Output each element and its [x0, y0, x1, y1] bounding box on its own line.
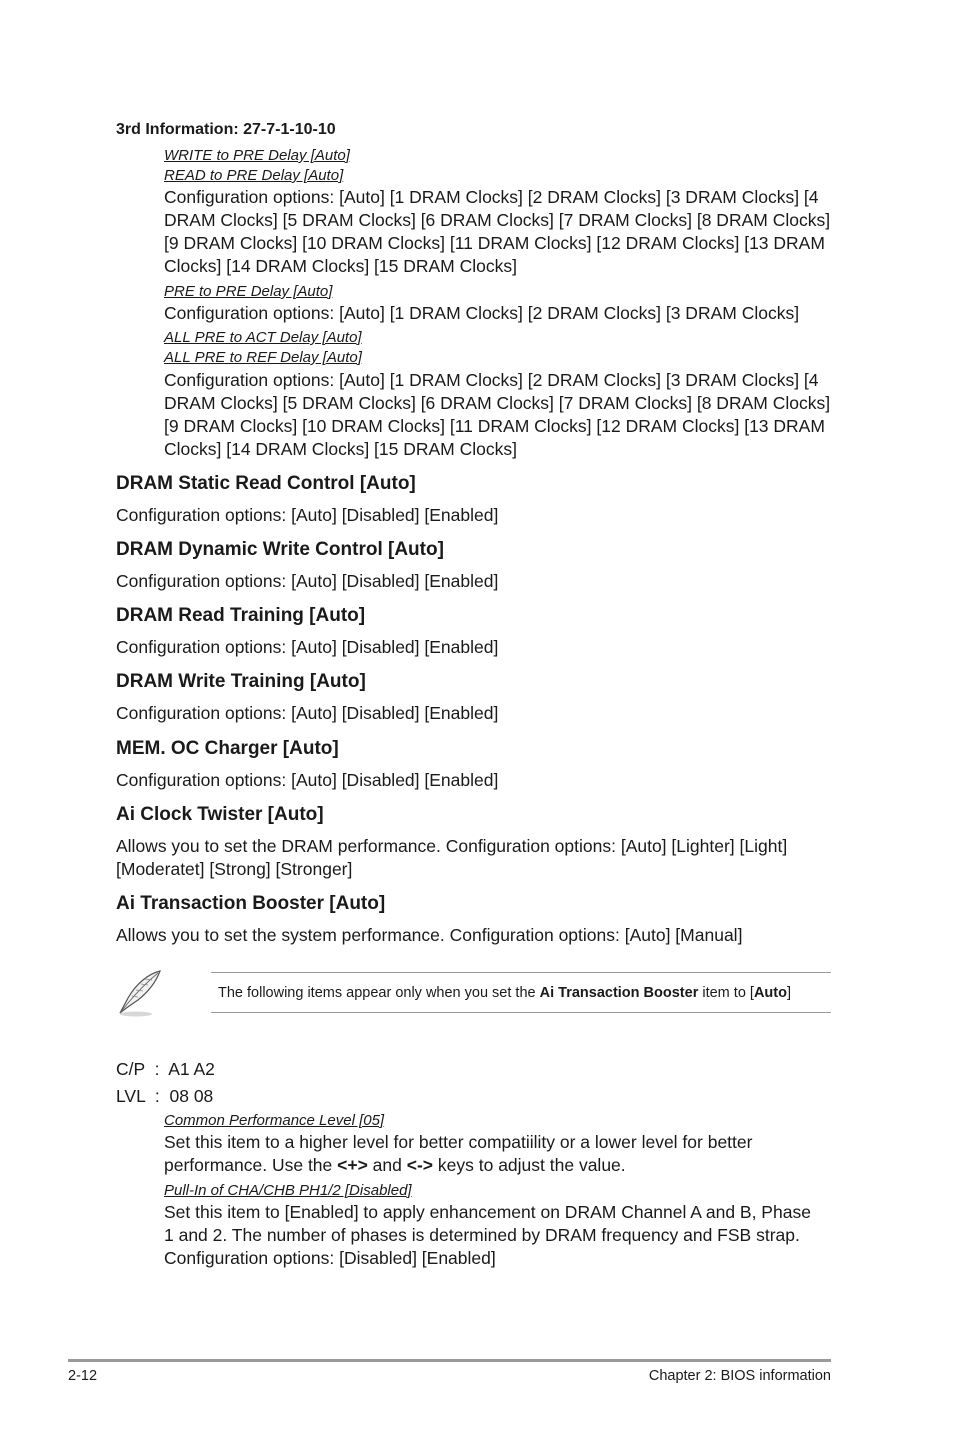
- section-title: DRAM Static Read Control [Auto]: [116, 473, 416, 494]
- section-body: [116, 835, 787, 881]
- section-body: Configuration options: [Auto] [Disabled] [Enabled]: [116, 637, 499, 657]
- text-line: DRAM Clocks] [5 DRAM Clocks] [6 DRAM Clocks] [7 DRAM Clocks] [8 DRAM Clocks]: [164, 393, 831, 413]
- note-bottom-rule: [211, 1012, 831, 1013]
- note-text: [218, 985, 791, 1001]
- section-body: Configuration options: [Auto] [Disabled] [Enabled]: [116, 571, 499, 591]
- item-write-to-pre-delay: WRITE to PRE Delay [Auto]: [164, 147, 350, 164]
- note-middle: item to [: [698, 985, 754, 1001]
- text-line: [164, 1154, 752, 1177]
- section-body: Configuration options: [Auto] [Disabled] [Enabled]: [116, 505, 499, 525]
- config-options-2: Configuration options: [Auto] [1 DRAM Clocks] [2 DRAM Clocks] [3 DRAM Clocks]: [164, 303, 800, 323]
- note-suffix: ]: [786, 985, 791, 1001]
- note-top-rule: [211, 972, 831, 973]
- cp-line: C/P : A1 A2: [116, 1059, 215, 1079]
- item-pull-in: Pull-In of CHA/CHB PH1/2 [Disabled]: [164, 1182, 412, 1199]
- subsection-heading: 3rd Information: 27-7-1-10-10: [116, 121, 336, 138]
- text-line: Set this item to [Enabled] to apply enhancement on DRAM Channel A and B, Phase: [164, 1202, 811, 1222]
- text-line: Configuration options: [Auto] [1 DRAM Clocks] [2 DRAM Clocks] [3 DRAM Clocks] [4: [164, 187, 819, 207]
- pull-in-desc: [164, 1201, 811, 1270]
- item-pre-to-pre-delay: PRE to PRE Delay [Auto]: [164, 283, 333, 300]
- text-run: performance. Use the: [164, 1155, 338, 1175]
- section-title: DRAM Read Training [Auto]: [116, 605, 366, 626]
- footer-rule: [68, 1359, 831, 1362]
- note-bold-value: Auto: [753, 985, 787, 1001]
- text-run: and: [367, 1155, 407, 1175]
- text-run: keys to adjust the value.: [433, 1155, 626, 1175]
- section-title: Ai Transaction Booster [Auto]: [116, 893, 386, 914]
- section-title: DRAM Dynamic Write Control [Auto]: [116, 539, 444, 560]
- config-options-3: [164, 369, 830, 461]
- text-line: Configuration options: [Disabled] [Enabled]: [164, 1248, 496, 1268]
- feather-pen-icon: [114, 968, 168, 1020]
- section-title: DRAM Write Training [Auto]: [116, 671, 366, 692]
- page-number: 2-12: [68, 1368, 98, 1384]
- item-common-performance-level: Common Performance Level [05]: [164, 1112, 385, 1129]
- lvl-line: LVL : 08 08: [116, 1086, 214, 1106]
- section-title: Ai Clock Twister [Auto]: [116, 804, 324, 825]
- section-body: Allows you to set the system performance. Configuration options: [Auto] [Manual]: [116, 925, 743, 945]
- section-title: MEM. OC Charger [Auto]: [116, 738, 339, 759]
- text-line: DRAM Clocks] [5 DRAM Clocks] [6 DRAM Clocks] [7 DRAM Clocks] [8 DRAM Clocks]: [164, 210, 831, 230]
- key-plus: <+>: [337, 1155, 368, 1175]
- chapter-title: Chapter 2: BIOS information: [648, 1368, 831, 1384]
- text-line: Clocks] [14 DRAM Clocks] [15 DRAM Clocks]: [164, 256, 517, 276]
- text-line: Allows you to set the DRAM performance. Configuration options: [Auto] [Lighter] [Light]: [116, 836, 788, 856]
- text-line: 1 and 2. The number of phases is determined by DRAM frequency and FSB strap.: [164, 1225, 800, 1245]
- common-perf-desc: [164, 1131, 752, 1177]
- text-line: Configuration options: [Auto] [1 DRAM Clocks] [2 DRAM Clocks] [3 DRAM Clocks] [4: [164, 370, 819, 390]
- note-prefix: The following items appear only when you set the: [218, 985, 540, 1001]
- text-line: [9 DRAM Clocks] [10 DRAM Clocks] [11 DRAM Clocks] [12 DRAM Clocks] [13 DRAM: [164, 233, 825, 253]
- text-line: Clocks] [14 DRAM Clocks] [15 DRAM Clocks]: [164, 439, 517, 459]
- section-body: Configuration options: [Auto] [Disabled] [Enabled]: [116, 703, 499, 723]
- text-line: Set this item to a higher level for better compatiility or a lower level for better: [164, 1132, 753, 1152]
- item-read-to-pre-delay: READ to PRE Delay [Auto]: [164, 167, 344, 184]
- item-all-pre-to-ref-delay: ALL PRE to REF Delay [Auto]: [164, 349, 362, 366]
- section-body: Configuration options: [Auto] [Disabled] [Enabled]: [116, 770, 499, 790]
- item-all-pre-to-act-delay: ALL PRE to ACT Delay [Auto]: [164, 329, 362, 346]
- key-minus: <->: [406, 1155, 434, 1175]
- text-line: [Moderatet] [Strong] [Stronger]: [116, 859, 353, 879]
- config-options-1: [164, 186, 830, 278]
- text-line: [9 DRAM Clocks] [10 DRAM Clocks] [11 DRAM Clocks] [12 DRAM Clocks] [13 DRAM: [164, 416, 825, 436]
- note-bold-item: Ai Transaction Booster: [539, 985, 699, 1001]
